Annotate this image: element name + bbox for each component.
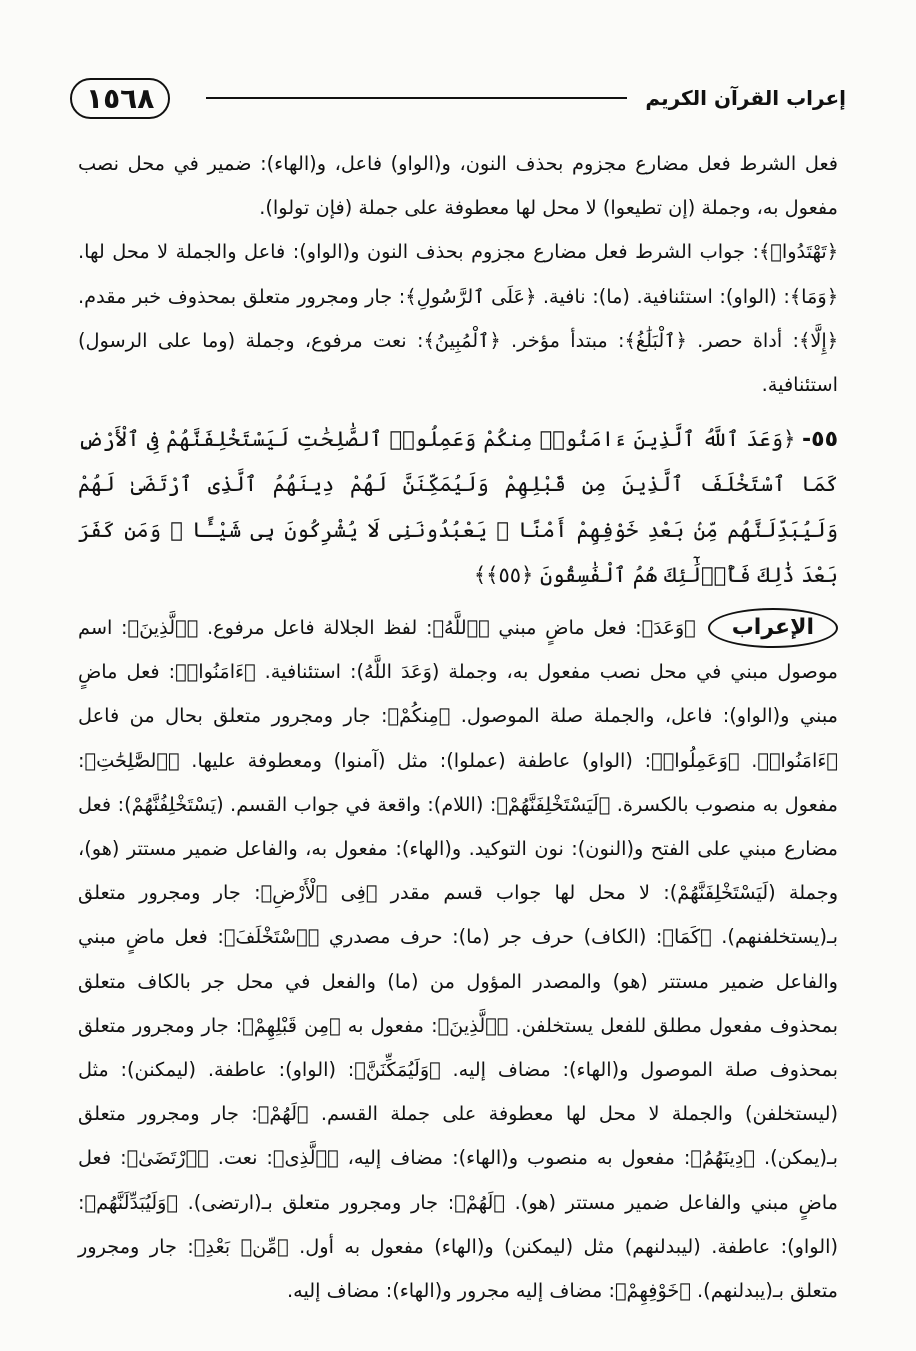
irab-text: ﴿وَعَدَ﴾: فعل ماضٍ مبني ﴿ٱللَّهُ﴾: لفظ الجلالة فاعل مرفوع. ﴿ٱلَّذِينَ﴾: اسم موصول مبني في محل نصب مفعول به، وجملة (وَعَدَ اللَّهُ): استئنافية. ﴿ءَامَنُوا۟﴾: فعل ماضٍ مبني و(الواو): فاعل، والجملة صلة الموصول. ﴿مِنكُمْ﴾: جار ومجرور متعلق بحال من فاعل ﴿ءَامَنُوا۟﴾. ﴿وَعَمِلُوا۟﴾: (الواو) عاطفة (عملوا): مثل (آمنوا) ومعطوفة عليها. ﴿ٱلصَّٰلِحَٰتِ﴾: مفعول به منصوب بالكسرة. ﴿لَيَسْتَخْلِفَنَّهُمْ﴾: (اللام): واقعة في جواب القسم. (يَسْتَخْلِفُنَّهُمْ): فعل مضارع مبني على الفتح و(النون): نون التوكيد. و(الهاء): مفعول به، والفاعل ضمير مستتر (هو)، وجملة (لَيَسْتَخْلِفَنَّهُمْ): لا محل لها جواب قسم مقدر ﴿فِى ٱلْأَرْضِ﴾: جار ومجرور متعلق بـ(يستخلفنهم). ﴿كَمَا﴾: (الكاف) حرف جر (ما): حرف مصدري ﴿ٱسْتَخْلَفَ﴾: فعل ماضٍ مبني والفاعل ضمير مستتر (هو) والمصدر المؤول من (ما) والفعل في محل جر بالكاف متعلق بمحذوف مفعول مطلق للفعل يستخلفن. ﴿ٱلَّذِينَ﴾: مفعول به ﴿مِن قَبْلِهِمْ﴾: جار ومجرور متعلق بمحذوف صلة الموصول و(الهاء): مضاف إليه. ﴿وَلَيُمَكِّنَنَّ﴾: (الواو): عاطفة. (ليمكنن): مثل (ليستخلفن) والجملة لا محل لها معطوفة على جملة القسم. ﴿لَهُمْ﴾: جار ومجرور متعلق بـ(يمكن). ﴿دِينَهُمُ﴾: مفعول به منصوب و(الهاء): مضاف إليه، ﴿ٱلَّذِى﴾: نعت. ﴿ٱرْتَضَىٰ﴾: فعل ماضٍ مبني والفاعل ضمير مستتر (هو). ﴿لَهُمْ﴾: جار ومجرور متعلق بـ(ارتضى). ﴿وَلَيُبَدِّلَنَّهُم﴾: (الواو): عاطفة. (ليبدلنهم) مثل (ليمكنن) و(الهاء) مفعول به أول. ﴿مِّنۢ بَعْدِ﴾: جار ومجرور متعلق بـ(يبدلنهم). ﴿خَوْفِهِمْ﴾: مضاف إليه مجرور و(الهاء): مضاف إليه.: [78, 616, 838, 1303]
page-body: [78, 142, 838, 1311]
irab-section: [78, 606, 838, 1313]
verse-number: ٥٥-: [802, 427, 838, 453]
irab-label: الإعراب: [708, 608, 838, 648]
book-title: إعراب القرآن الكريم: [645, 86, 846, 110]
page-header: [70, 68, 846, 128]
page-number: ١٥٦٨: [70, 78, 170, 119]
paragraph-1: فعل الشرط فعل مضارع مجزوم بحذف النون، و(الواو) فاعل، و(الهاء): ضمير في محل نصب مفعول به، وجملة (إن تطيعوا) لا محل لها معطوفة على جملة (فإن تولوا).: [78, 152, 838, 220]
header-rule: [206, 97, 627, 99]
paragraph-2: ﴿تَهْتَدُوا۟﴾: جواب الشرط فعل مضارع مجزوم بحذف النون و(الواو): فاعل والجملة لا محل لها. ﴿وَمَا﴾: (الواو): استئنافية. (ما): نافية. ﴿عَلَى ٱلرَّسُولِ﴾: جار ومجرور متعلق بمحذوف خبر مقدم. ﴿إِلَّا﴾: أداة حصر. ﴿ٱلْبَلَٰغُ﴾: مبتدأ مؤخر. ﴿ٱلْمُبِينُ﴾: نعت مرفوع، وجملة (وما على الرسول) استئنافية.: [78, 240, 838, 397]
verse-text: ﴿وَعَدَ ٱللَّهُ ٱلَّذِينَ ءَامَنُوا۟ مِنكُمْ وَعَمِلُوا۟ ٱلصَّٰلِحَٰتِ لَيَسْتَخْلِفَنَّهُمْ فِى ٱلْأَرْضِ كَمَا ٱسْتَخْلَفَ ٱلَّذِينَ مِن قَبْلِهِمْ وَلَيُمَكِّنَنَّ لَهُمْ دِينَهُمُ ٱلَّذِى ٱرْتَضَىٰ لَهُمْ وَلَيُبَدِّلَنَّهُم مِّنۢ بَعْدِ خَوْفِهِمْ أَمْنًا ۚ يَعْبُدُونَنِى لَا يُشْرِكُونَ بِى شَيْـًٔا ۚ وَمَن كَفَرَ بَعْدَ ذَٰلِكَ فَأُو۟لَٰٓئِكَ هُمُ ٱلْفَٰسِقُونَ ﴿٥٥﴾﴾: [78, 427, 838, 587]
verse-block: [78, 417, 838, 598]
